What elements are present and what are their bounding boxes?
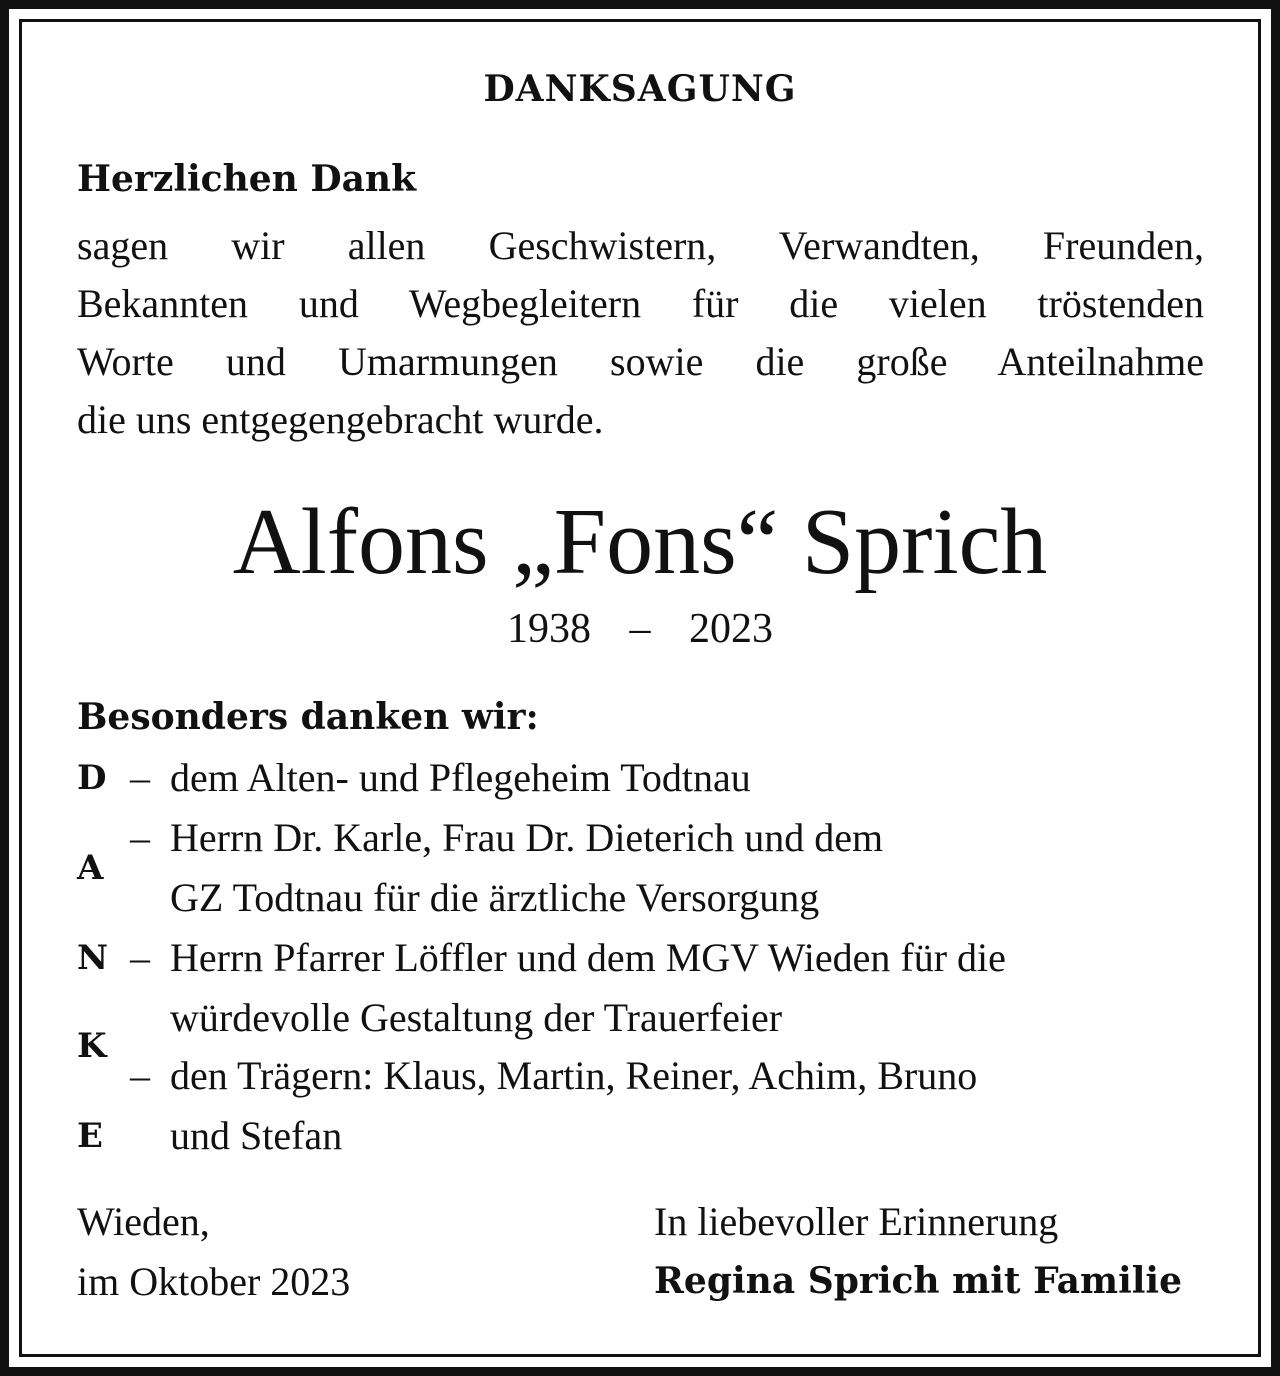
acrostic-letter: A [77,848,104,888]
thanks-line: Herrn Dr. Karle, Frau Dr. Dieterich und dem [170,815,884,860]
paragraph-line: Worte und Umarmungen sowie die große Anteilnahme [77,339,1204,384]
signature: Regina Sprich mit Familie [654,1260,1183,1302]
list-dash: – [130,815,150,860]
acrostic-letter: N [77,938,109,978]
thanks-line: und Stefan [170,1113,343,1158]
life-years: 1938 – 2023 [507,606,773,652]
thanks-line: würdevolle Gestaltung der Trauerfeier [170,995,783,1040]
acrostic-letter: K [77,1026,107,1066]
acrostic-letter: E [77,1116,103,1156]
thanks-heading: Besonders danken wir: [77,696,539,738]
list-dash: – [130,935,150,980]
deceased-name: Alfons „Fons“ Sprich [232,490,1048,594]
thanks-line: dem Alten- und Pflegeheim Todtnau [170,755,751,800]
acrostic-letter: D [77,758,107,798]
paragraph-line: Bekannten und Wegbegleitern für die vielen tröstenden [77,281,1204,326]
paragraph-line: sagen wir allen Geschwistern, Verwandten, Freunden, [77,223,1204,268]
place: Wieden, [77,1199,210,1244]
list-dash: – [130,1053,150,1098]
closing: In liebevoller Erinnerung [654,1199,1059,1244]
list-dash: – [130,755,150,800]
lead-line: Herzlichen Dank [77,158,417,200]
heading: DANKSAGUNG [483,68,797,110]
paragraph-line: die uns entgegengebracht wurde. [77,397,604,442]
thanks-line: Herrn Pfarrer Löffler und dem MGV Wieden für die [170,935,1006,980]
date: im Oktober 2023 [77,1259,351,1304]
thanks-paragraph [77,217,1204,449]
thanks-line: GZ Todtnau für die ärztliche Versorgung [170,875,820,920]
thanks-line: den Trägern: Klaus, Martin, Reiner, Achim, Bruno [170,1053,978,1098]
